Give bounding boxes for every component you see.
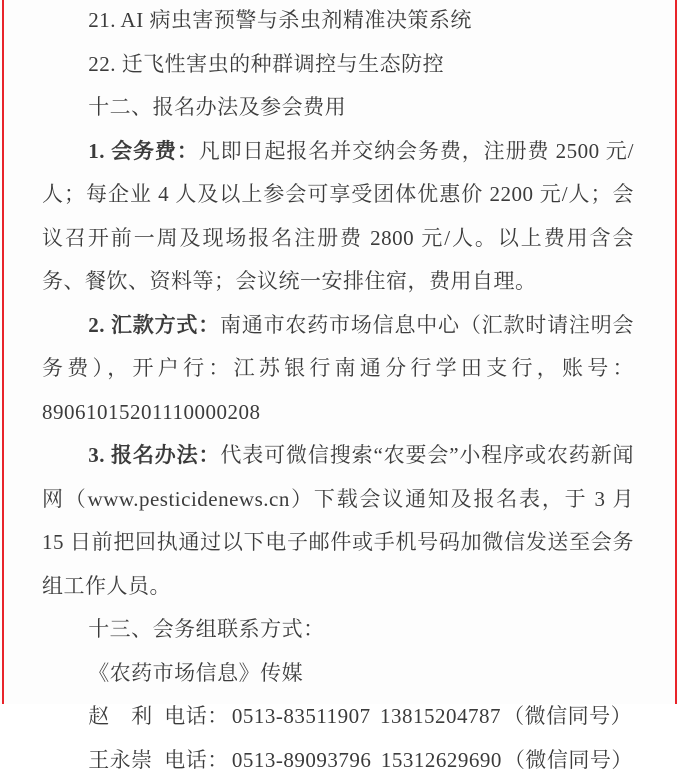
contact-wechat-note: （微信同号） [504,748,633,772]
paragraph-conference-fee-body: 凡即日起报名并交纳会务费，注册费 2500 元/人；每企业 4 人及以上参会可享受团体优惠价 2200 元/人；会议召开前一周及现场报名注册费 2800 元/人。以上费用含会务、餐饮、资料等；会议统一安排住宿，费用自理。 [42,139,634,294]
right-border-line [675,0,677,704]
paragraph-registration [42,434,634,608]
contact-name: 赵 利 [88,704,153,728]
agenda-item-22: 22. 迁飞性害虫的种群调控与生态防控 [42,43,634,87]
agenda-item-21: 21. AI 病虫害预警与杀虫剂精准决策系统 [42,0,634,43]
left-border-line [2,0,4,704]
paragraph-registration-body: 代表可微信搜索“农要会”小程序或农药新闻网（www.pesticidenews.cn）下载会议通知及报名表，于 3 月 15 日前把回执通过以下电子邮件或手机号码加微信发送至会务组工作人员。 [42,443,634,598]
paragraph-remittance-lead: 2. 汇款方式： [88,313,220,337]
contact-row-wang-yongchong [42,739,634,782]
document-content [42,0,634,782]
paragraph-conference-fee-lead: 1. 会务费： [88,139,199,163]
contact-phone-label: 电话： [164,748,229,772]
contact-phone-label: 电话： [164,704,229,728]
paragraph-remittance [42,304,634,435]
contact-row-zhao-li [42,695,634,739]
contact-wechat-note: （微信同号） [503,704,632,728]
paragraph-conference-fee [42,130,634,304]
contact-phone-mobile: 13815204787 [380,704,501,728]
contact-phone-mobile: 15312629690 [381,748,502,772]
contact-phone-landline: 0513-83511907 [232,704,371,728]
section-13-heading: 十三、会务组联系方式： [42,608,634,652]
paragraph-registration-lead: 3. 报名办法： [88,443,220,467]
contact-phone-landline: 0513-89093796 [232,748,372,772]
contact-name: 王永崇 [88,748,153,772]
organization-name: 《农药市场信息》传媒 [42,652,634,696]
section-12-heading: 十二、报名办法及参会费用 [42,86,634,130]
paragraph-remittance-body: 南通市农药市场信息中心（汇款时请注明会务费），开户行：江苏银行南通分行学田支行，账号：89061015201110000208 [42,313,634,424]
